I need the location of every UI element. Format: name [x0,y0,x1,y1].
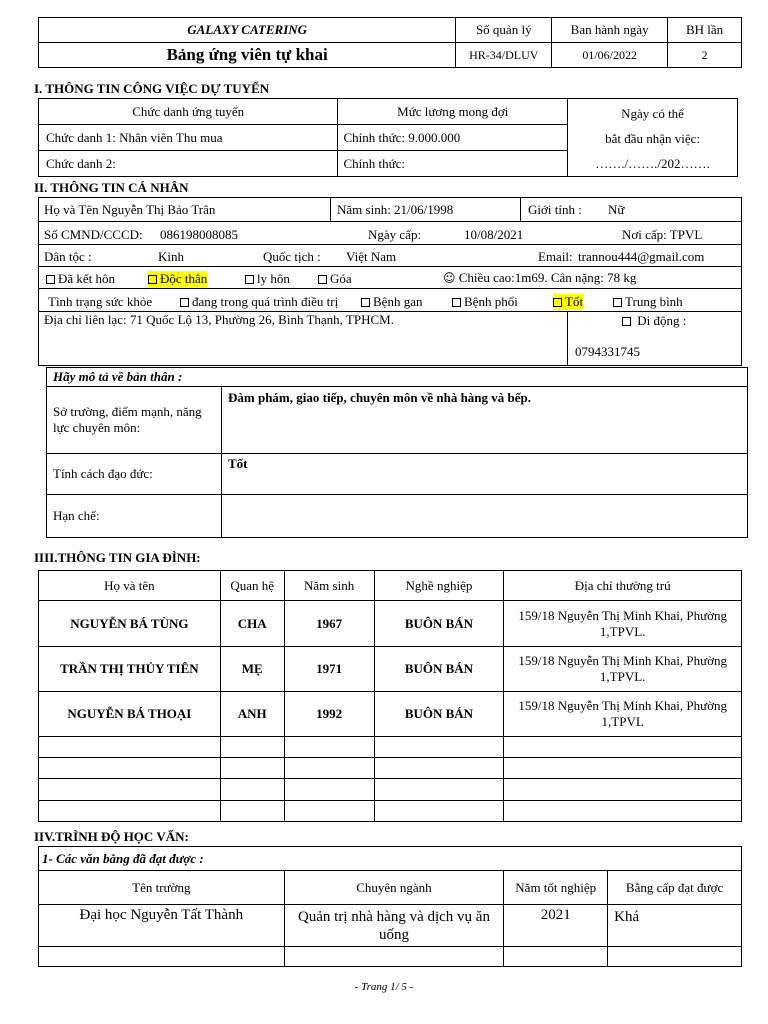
marital-single[interactable]: Độc thân [148,271,207,287]
salary2: Chính thức: [338,151,568,177]
edu-col-school: Tên trường [39,871,285,905]
ban-hanh-label: Ban hành ngày [552,18,668,43]
edu-school: Đại học Nguyễn Tất Thành [39,905,285,947]
limits-value [222,495,748,538]
gender-label: Giới tính : [528,202,582,217]
marital-widowed[interactable]: Góa [318,271,352,287]
section3-title: IIII.THÔNG TIN GIA ĐÌNH: [34,550,201,565]
edu-year: 2021 [504,905,608,947]
self-desc-title: Hãy mô tả về bản thân : [47,368,748,387]
body-stats: ☺ Chiều cao:1m69. Cân nặng: 78 kg [443,270,637,285]
family-col-name: Họ và tên [39,571,221,601]
position2: Chức danh 2: [39,151,338,177]
family-relation: MẸ [220,647,284,692]
checkbox-icon [361,298,370,307]
col-position: Chức danh ứng tuyển [39,99,338,125]
edu-major: Quản trị nhà hàng và dịch vụ ăn uống [284,905,504,947]
table-row [39,647,742,692]
checkbox-icon [613,298,622,307]
job-table [38,98,738,177]
section1-title: I. THÔNG TIN CÔNG VIỆC DỰ TUYỂN [34,81,270,96]
nationality-label: Quốc tịch : [263,249,321,264]
start-line2: bắt đầu nhận việc: [605,131,701,146]
address: Địa chỉ liên lạc: 71 Quốc Lộ 13, Phường 26, Bình Thạnh, TPHCM. [44,312,394,327]
family-year: 1971 [284,647,374,692]
email-label: Email: [538,249,573,264]
family-job: BUÔN BÁN [374,601,504,647]
section2-title: II. THÔNG TIN CÁ NHÂN [34,180,189,195]
checkbox-icon [318,275,327,284]
company-name: GALAXY CATERING [39,18,456,43]
table-row [39,601,742,647]
family-name: NGUYỄN BÁ TÙNG [39,601,221,647]
start-line3: ……./……./202……. [595,156,710,171]
id-value: 086198008085 [160,227,238,242]
full-name: Họ và Tên Nguyễn Thị Bảo Trân [44,202,216,217]
strengths-label: Sở trường, điểm mạnh, năng lực chuyên môn: [47,387,222,454]
form-title: Bảng ứng viên tự khai [39,43,456,68]
bh-lan-value: 2 [668,43,742,68]
nationality-value: Việt Nam [346,249,397,264]
section4-title: IIV.TRÌNH ĐỘ HỌC VẤN: [34,829,189,844]
family-job: BUÔN BÁN [374,647,504,692]
checkbox-icon [180,298,189,307]
limits-label: Hạn chế: [47,495,222,538]
family-year: 1967 [284,601,374,647]
ban-hanh-value: 01/06/2022 [552,43,668,68]
family-name: TRẦN THỊ THỦY TIÊN [39,647,221,692]
page-number: - Trang 1/ 5 - [354,981,414,993]
health-lung[interactable]: Bệnh phổi [452,294,518,310]
edu-col-year: Năm tốt nghiệp [504,871,608,905]
health-label: Tình trạng sức khỏe [48,294,153,309]
family-year: 1992 [284,692,374,737]
marital-divorced[interactable]: ly hôn [245,271,290,287]
table-row-empty [39,801,742,822]
education-table [38,846,742,967]
health-treatment[interactable]: đang trong quá trình điều trị [180,294,338,310]
family-job: BUÔN BÁN [374,692,504,737]
self-desc-table [46,367,748,538]
ethnic-label: Dân tộc : [44,249,92,264]
ethics-label: Tính cách đạo đức: [47,454,222,495]
marital-married[interactable]: Đã kết hôn [46,271,115,287]
issue-date-value: 10/08/2021 [464,227,524,242]
so-quan-ly-label: Số quản lý [456,18,552,43]
salary1: Chính thức: 9.000.000 [338,125,568,151]
ethnic-value: Kinh [158,249,184,264]
health-liver[interactable]: Bệnh gan [361,294,422,310]
strengths-value: Đàm phám, giao tiếp, chuyên môn về nhà hàng và bếp. [222,387,748,454]
family-col-year: Năm sinh [284,571,374,601]
family-col-job: Nghề nghiệp [374,571,504,601]
checkbox-icon [452,298,461,307]
edu-col-degree: Bằng cấp đạt được [608,871,742,905]
education-subtitle: 1- Các văn bằng đã đạt được : [39,847,742,871]
ethics-value: Tốt [222,454,748,495]
table-row-empty [39,737,742,758]
id-label: Số CMND/CCCD: [44,227,143,242]
family-relation: ANH [220,692,284,737]
family-address: 159/18 Nguyễn Thị Minh Khai, Phường 1,TPVL. [504,647,742,692]
family-relation: CHA [220,601,284,647]
so-quan-ly-value: HR-34/DLUV [456,43,552,68]
checkbox-icon [148,275,157,284]
edu-degree: Khá [608,905,742,947]
checkbox-icon [46,275,55,284]
start-date-cell [568,99,738,177]
family-address: 159/18 Nguyễn Thị Minh Khai, Phường 1,TPVL [504,692,742,737]
family-col-address: Địa chỉ thường trú [504,571,742,601]
col-salary: Mức lương mong đợi [338,99,568,125]
birth-date: Năm sinh: 21/06/1998 [337,202,454,217]
table-row [39,905,742,947]
table-row-empty [39,758,742,779]
start-line1: Ngày có thể [621,106,684,121]
table-row-empty [39,947,742,967]
mobile-value: 0794331745 [575,344,640,359]
health-good[interactable]: Tốt [553,294,583,310]
family-address: 159/18 Nguyễn Thị Minh Khai, Phường 1,TPVL. [504,601,742,647]
edu-col-major: Chuyên ngành [284,871,504,905]
bh-lan-label: BH lần [668,18,742,43]
family-col-relation: Quan hệ [220,571,284,601]
position1: Chức danh 1: Nhân viên Thu mua [39,125,338,151]
mobile-label: Di động : [622,313,686,329]
health-average[interactable]: Trung bình [613,294,683,310]
smiley-icon: ☺ [443,271,456,285]
family-table [38,570,742,822]
table-row-empty [39,779,742,801]
table-row [39,692,742,737]
checkbox-icon [553,298,562,307]
phone-icon [622,317,631,326]
issue-place: Nơi cấp: TPVL [622,227,703,242]
gender-value: Nữ [608,202,625,217]
email-value: trannou444@gmail.com [578,249,705,264]
checkbox-icon [245,275,254,284]
header-table [38,17,742,68]
issue-date-label: Ngày cấp: [368,227,422,242]
family-name: NGUYỄN BÁ THOẠI [39,692,221,737]
